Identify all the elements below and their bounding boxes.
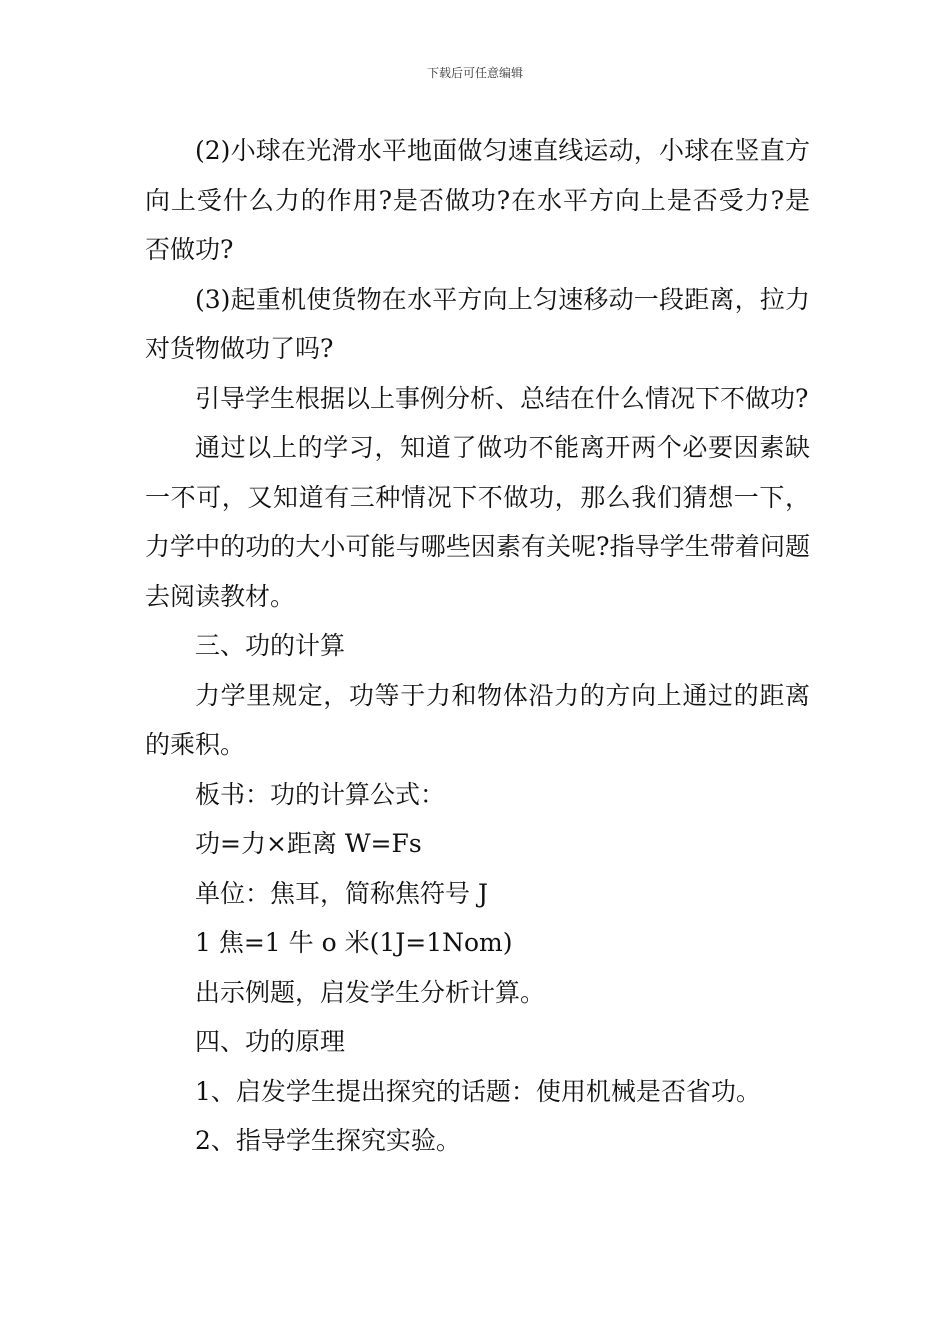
page-header: 下载后可任意编辑 bbox=[426, 66, 523, 80]
paragraph-work-definition: 力学里规定，功等于力和物体沿力的方向上通过的距离的乘积。 bbox=[145, 680, 810, 759]
document-body bbox=[145, 126, 810, 1166]
paragraph-blackboard-formula: 板书：功的计算公式： bbox=[195, 779, 446, 809]
section-heading-work-calculation: 三、功的计算 bbox=[195, 631, 346, 660]
paragraph-unit-conversion: 1 焦=1 牛 o 米(1J=1Nom) bbox=[195, 928, 513, 957]
paragraph-question-2: (2)小球在光滑水平地面做匀速直线运动，小球在竖直方向上受什么力的作用?是否做功?在水平方向上是否受力?是否做功? bbox=[145, 136, 810, 264]
paragraph-step-1: 1、启发学生提出探究的话题：使用机械是否省功。 bbox=[195, 1076, 761, 1106]
paragraph-question-3: (3)起重机使货物在水平方向上匀速移动一段距离，拉力对货物做功了吗? bbox=[145, 284, 810, 363]
paragraph-unit: 单位：焦耳，简称焦符号 J bbox=[195, 878, 488, 908]
paragraph-step-2: 2、指导学生探究实验。 bbox=[195, 1126, 461, 1155]
section-heading-work-principle: 四、功的原理 bbox=[195, 1027, 346, 1056]
paragraph-learning-review: 通过以上的学习，知道了做功不能离开两个必要因素缺一不可，又知道有三种情况下不做功，那么我们猜想一下，力学中的功的大小可能与哪些因素有关呢?指导学生带着问题去阅读教材。 bbox=[145, 433, 810, 611]
paragraph-guide-summary: 引导学生根据以上事例分析、总结在什么情况下不做功? bbox=[195, 383, 809, 413]
paragraph-example: 出示例题，启发学生分析计算。 bbox=[195, 977, 546, 1007]
paragraph-formula: 功=力×距离 W=Fs bbox=[195, 829, 422, 858]
